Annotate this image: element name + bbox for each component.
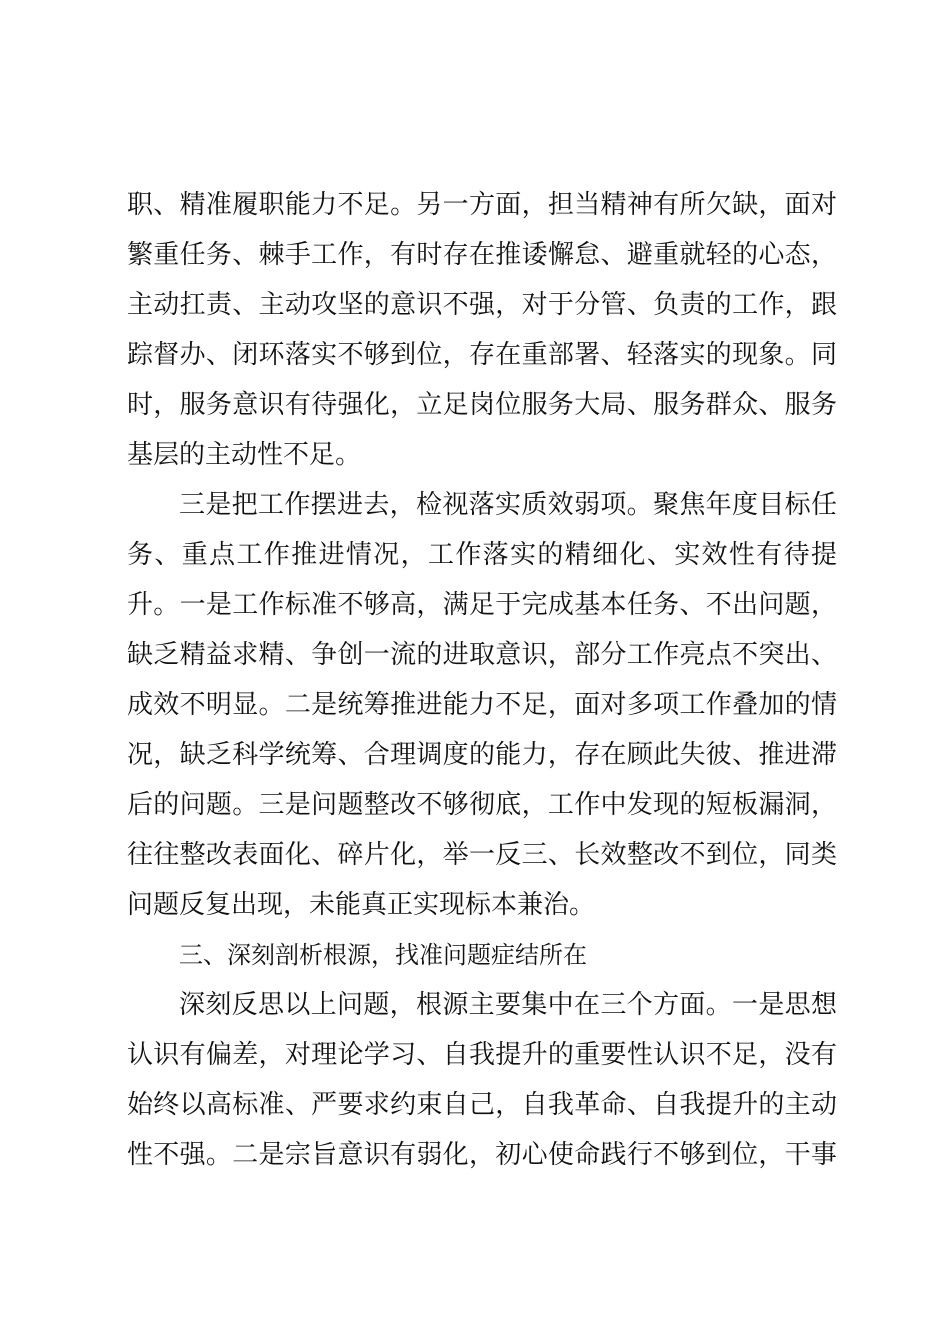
text-line: 升。一是工作标准不够高，满足于完成基本任务、不出问题， [127, 590, 837, 620]
text-line: 认识有偏差，对理论学习、自我提升的重要性认识不足，没有 [127, 1040, 837, 1070]
section-heading: 三、深刻剖析根源，找准问题症结所在 [179, 941, 587, 969]
text-line: 基层的主动性不足。 [127, 440, 362, 470]
text-line: 主动扛责、主动攻坚的意识不强，对于分管、负责的工作，跟 [127, 290, 837, 320]
text-line: 职、精准履职能力不足。另一方面，担当精神有所欠缺，面对 [127, 190, 837, 220]
paragraph-first-line: 深刻反思以上问题，根源主要集中在三个方面。一是思想 [179, 990, 837, 1020]
text-line: 踪督办、闭环落实不够到位，存在重部署、轻落实的现象。同 [127, 340, 837, 370]
text-line: 缺乏精益求精、争创一流的进取意识，部分工作亮点不突出、 [127, 640, 837, 670]
text-line: 况，缺乏科学统筹、合理调度的能力，存在顾此失彼、推进滞 [127, 740, 837, 770]
text-line: 成效不明显。二是统筹推进能力不足，面对多项工作叠加的情 [127, 690, 837, 720]
text-line: 问题反复出现，未能真正实现标本兼治。 [127, 890, 596, 920]
text-line: 性不强。二是宗旨意识有弱化，初心使命践行不够到位，干事 [127, 1140, 837, 1170]
text-line: 后的问题。三是问题整改不够彻底，工作中发现的短板漏洞， [127, 790, 837, 820]
text-line: 时，服务意识有待强化，立足岗位服务大局、服务群众、服务 [127, 390, 837, 420]
paragraph-first-line: 三是把工作摆进去，检视落实质效弱项。聚焦年度目标任 [179, 490, 837, 520]
text-line: 务、重点工作推进情况，工作落实的精细化、实效性有待提 [127, 540, 837, 570]
text-line: 往往整改表面化、碎片化，举一反三、长效整改不到位，同类 [127, 840, 837, 870]
text-line: 繁重任务、棘手工作，有时存在推诿懈怠、避重就轻的心态， [127, 240, 837, 270]
text-line: 始终以高标准、严要求约束自己，自我革命、自我提升的主动 [127, 1090, 837, 1120]
